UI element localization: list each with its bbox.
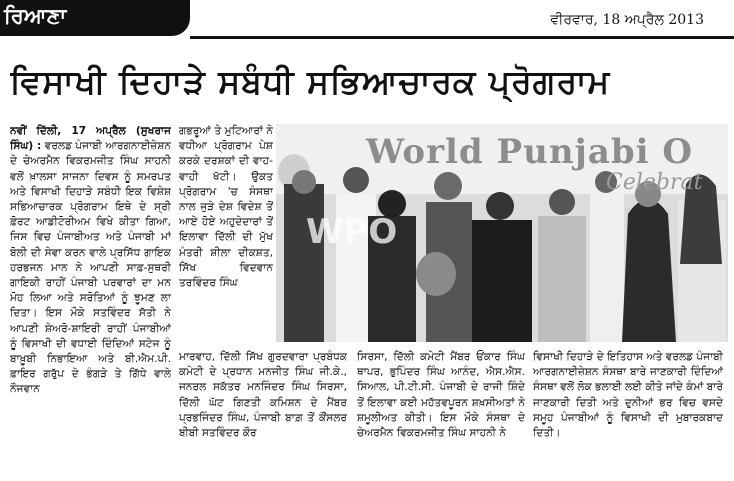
- event-photo: [276, 124, 728, 342]
- article-column-2: ਗਭਰੂਆਂ ਤੇ ਮੁਟਿਆਰਾਂ ਨੇ ਵਧੀਆ ਪ੍ਰੋਗਰਾਮ ਪੇਸ਼ ਕਰਕੇ ਦਰਸ਼ਕਾਂ ਦੀ ਵਾਹ-ਵਾਹੀ ਖੱਟੀ। ਉਕਤ ਪ੍ਰੋਗਰਾਮ 'ਚ ਸੰਸਥਾ ਨਾਲ ਜੁੜੇ ਦੇਸ਼ ਵਿਦੇਸ਼ ਤੋਂ ਆਏ ਹੋਏ ਅਹੁਦੇਦਾਰਾਂ ਤੋਂ ਇਲਾਵਾ ਦਿੱਲੀ ਦੀ ਮੁੱਖ ਮੰਤਰੀ ਸ਼ੀਲਾ ਦੀਕਸ਼ਤ, ਸਿੱਖ ਵਿਦਵਾਨ ਤਰਵਿੰਦਰ ਸਿੰਘ: [179, 125, 273, 290]
- photo-banner: World Punjabi O: [366, 132, 694, 172]
- masthead: [0, 0, 734, 50]
- photo-watermark: WPO: [306, 212, 398, 252]
- article-column-4: ਸਿਰਸਾ, ਦਿੱਲੀ ਕਮੇਟੀ ਮੈਂਬਰ ਓਂਕਾਰ ਸਿੰਘ ਥਾਪਰ, ਭੁਪਿੰਦਰ ਸਿੰਘ ਆਨੰਦ, ਐਸ.ਐਸ. ਸਿਆਲ, ਪੀ.ਟੀ.ਸੀ. ਪੰਜਾਬੀ ਦੇ ਰਾਜੀ ਸ਼ਿੰਦੇ ਤੋਂ ਇਲਾਵਾ ਕਈ ਮਹੱਤਵਪੂਰਨ ਸ਼ਖ਼ਸੀਅਤਾਂ ਨੇ ਸ਼ਮੂਲੀਅਤ ਕੀਤੀ। ਇਸ ਮੌਕੇ ਸੰਸਥਾ ਦੇ ਚੇਅਰਮੈਨ ਵਿਕਰਮਜੀਤ ਸਿੰਘ ਸਾਹਨੀ ਨੇ: [357, 351, 525, 440]
- header-rule: [190, 36, 734, 39]
- article-column-5: ਵਿਸਾਖੀ ਦਿਹਾੜੇ ਦੇ ਇਤਿਹਾਸ ਅਤੇ ਵਰਲਡ ਪੰਜਾਬੀ ਆਰਗਨਾਈਜ਼ੇਸ਼ਨ ਸੰਸਥਾ ਬਾਰੇ ਜਾਣਕਾਰੀ ਦਿੰਦਿਆਂ ਸੰਸਥਾ ਵਲੋਂ ਲੋਕ ਭਲਾਈ ਲਈ ਕੀਤੇ ਜਾਂਦੇ ਕੰਮਾਂ ਬਾਰੇ ਜਾਣਕਾਰੀ ਦਿਤੀ ਅਤੇ ਦੁਨੀਆਂ ਭਰ ਵਿਚ ਵਸਦੇ ਸਮੂਹ ਪੰਜਾਬੀਆਂ ਨੂੰ ਵਿਸਾਖੀ ਦੀ ਮੁਬਾਰਕਬਾਦ ਦਿਤੀ।: [533, 351, 723, 440]
- section-bar: [0, 0, 190, 36]
- issue-date: ਵੀਰਵਾਰ, 18 ਅਪ੍ਰੈਲ 2013: [550, 12, 704, 28]
- article-column-3: ਮਾਰਵਾਹ, ਦਿੱਲੀ ਸਿੱਖ ਗੁਰਦਵਾਰਾ ਪ੍ਰਬੰਧਕ ਕਮੇਟੀ ਦੇ ਪ੍ਰਧਾਨ ਮਨਜੀਤ ਸਿੰਘ ਜੀ.ਕੇ., ਜਨਰਲ ਸਕੱਤਰ ਮਨਜਿੰਦਰ ਸਿੰਘ ਸਿਰਸਾ, ਦਿੱਲੀ ਘੱਟ ਗਿਣਤੀ ਕਮਿਸ਼ਨ ਦੇ ਮੈਂਬਰ ਪ੍ਰਭਜਿੰਦਰ ਸਿੰਘ, ਪੰਜਾਬੀ ਬਾਗ਼ ਤੋਂ ਕੌਂਸਲਰ ਬੀਬੀ ਸਤਵਿੰਦਰ ਕੌਰ: [179, 351, 347, 440]
- article-dateline: ਨਵੀਂ ਦਿੱਲੀ, 17 ਅਪ੍ਰੈਲ (ਸੁਖਰਾਜ ਸਿੰਘ) :: [10, 125, 171, 153]
- photo-banner-sub: Celebrat: [606, 170, 703, 195]
- article-headline: ਵਿਸਾਖੀ ਦਿਹਾੜੇ ਸਬੰਧੀ ਸਭਿਆਚਾਰਕ ਪ੍ਰੋਗਰਾਮ: [10, 62, 611, 101]
- column-1-text: ਵਰਲਡ ਪੰਜਾਬੀ ਆਰਗਨਾਈਜ਼ੇਸ਼ਨ ਦੇ ਚੇਅਰਮੈਨ ਵਿਕਰਮਜੀਤ ਸਿੰਘ ਸਾਹਨੀ ਵਲੋਂ ਖ਼ਾਲਸਾ ਸਾਜਨਾ ਦਿਵਸ ਨੂੰ ਸਮਰਪਤ ਅਤੇ ਵਿਸਾਖੀ ਦਿਹਾੜੇ ਸਬੰਧੀ ਇਕ ਵਿਸ਼ੇਸ਼ ਸਭਿਆਚਾਰਕ ਪ੍ਰੋਗਰਾਮ ਇਥੇ ਦੇ ਸ੍ਰੀ ਫ਼ੋਰਟ ਆਡੀਟੋਰੀਅਮ ਵਿਖੇ ਕੀਤਾ ਗਿਆ, ਜਿਸ ਵਿਚ ਪੰਜਾਬੀਅਤ ਅਤੇ ਪੰਜਾਬੀ ਮਾਂ ਬੋਲੀ ਦੀ ਸੇਵਾ ਕਰਨ ਵਾਲੇ ਪ੍ਰਸਿੱਧ ਗਾਇਕ ਹਰਭਜਨ ਮਾਨ ਨੇ ਆਪਣੀ ਸਾਫ਼-ਸੁਥਰੀ ਗਾਇਕੀ ਰਾਹੀਂ ਪੰਜਾਬੀ ਪਰਵਾਰਾਂ ਦਾ ਮਨ ਮੋਹ ਲਿਆ ਅਤੇ ਸਰੋਤਿਆਂ ਨੂੰ ਝੂਮਣ ਲਾ ਦਿਤਾ। ਇਸ ਮੌਕੇ ਸਤਵਿੰਦਰ ਸੱਤੀ ਨੇ ਆਪਣੀ ਸ਼ੇਅਰੋ-ਸ਼ਾਇਰੀ ਰਾਹੀਂ ਪੰਜਾਬੀਆਂ ਨੂੰ ਵਿਸਾਖੀ ਦੀ ਵਧਾਈ ਦਿੰਦਿਆਂ ਸਟੇਜ ਨੂੰ ਬਾਖ਼ੂਬੀ ਨਿਭਾਇਆ ਅਤੇ ਬੀ.ਐਮ.ਪੀ. ਫ਼ਾਇਰ ਗਰੁੱਪ ਦੇ ਭੰਗੜੇ ਤੇ ਗਿੱਧੇ ਵਾਲੇ ਨੌਜਵਾਨ: [10, 140, 171, 396]
- section-name: ਰਿਆਣਾ: [4, 4, 67, 28]
- article-column-1: [10, 124, 171, 478]
